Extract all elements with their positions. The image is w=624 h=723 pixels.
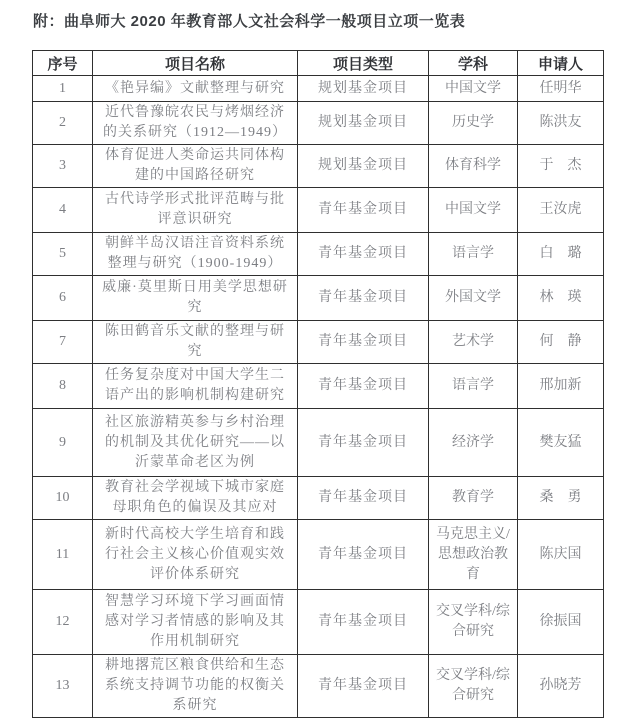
cell-applicant: 邢加新 — [518, 364, 604, 409]
cell-number: 3 — [33, 145, 93, 188]
cell-number: 10 — [33, 477, 93, 520]
cell-applicant: 任明华 — [518, 76, 604, 102]
cell-discipline: 交叉学科/综合研究 — [429, 655, 518, 718]
cell-project-type: 规划基金项目 — [298, 102, 429, 145]
cell-discipline: 马克思主义/思想政治教育 — [429, 520, 518, 590]
cell-applicant: 白 璐 — [518, 233, 604, 276]
cell-number: 7 — [33, 321, 93, 364]
table-row — [33, 233, 604, 276]
cell-project-name: 《艳异编》文献整理与研究 — [93, 76, 298, 102]
table-row — [33, 276, 604, 321]
table-row — [33, 321, 604, 364]
cell-project-type: 青年基金项目 — [298, 477, 429, 520]
cell-applicant: 何 静 — [518, 321, 604, 364]
cell-project-type: 青年基金项目 — [298, 276, 429, 321]
cell-discipline: 外国文学 — [429, 276, 518, 321]
cell-discipline: 体育科学 — [429, 145, 518, 188]
cell-project-type: 青年基金项目 — [298, 520, 429, 590]
cell-applicant: 樊友猛 — [518, 409, 604, 477]
cell-project-name: 智慧学习环境下学习画面情感对学习者情感的影响及其作用机制研究 — [93, 590, 298, 655]
cell-number: 11 — [33, 520, 93, 590]
cell-project-type: 规划基金项目 — [298, 145, 429, 188]
cell-applicant: 徐振国 — [518, 590, 604, 655]
cell-discipline: 教育学 — [429, 477, 518, 520]
cell-project-name: 体育促进人类命运共同体构建的中国路径研究 — [93, 145, 298, 188]
cell-project-type: 青年基金项目 — [298, 321, 429, 364]
cell-applicant: 林 瑛 — [518, 276, 604, 321]
table-row — [33, 520, 604, 590]
column-header-project-name: 项目名称 — [93, 51, 298, 76]
cell-project-name: 新时代高校大学生培育和践行社会主义核心价值观实效评价体系研究 — [93, 520, 298, 590]
cell-project-name: 社区旅游精英参与乡村治理的机制及其优化研究——以沂蒙革命老区为例 — [93, 409, 298, 477]
cell-applicant: 于 杰 — [518, 145, 604, 188]
cell-number: 9 — [33, 409, 93, 477]
cell-number: 4 — [33, 188, 93, 233]
cell-number: 12 — [33, 590, 93, 655]
cell-discipline: 经济学 — [429, 409, 518, 477]
column-header-applicant: 申请人 — [518, 51, 604, 76]
projects-table — [32, 50, 604, 718]
cell-number: 1 — [33, 76, 93, 102]
cell-project-type: 青年基金项目 — [298, 233, 429, 276]
table-row — [33, 76, 604, 102]
cell-number: 6 — [33, 276, 93, 321]
cell-number: 5 — [33, 233, 93, 276]
cell-project-type: 青年基金项目 — [298, 655, 429, 718]
cell-discipline: 艺术学 — [429, 321, 518, 364]
cell-project-type: 青年基金项目 — [298, 364, 429, 409]
column-header-project-type: 项目类型 — [298, 51, 429, 76]
cell-project-name: 朝鲜半岛汉语注音资料系统整理与研究（1900-1949） — [93, 233, 298, 276]
table-row — [33, 188, 604, 233]
cell-discipline: 历史学 — [429, 102, 518, 145]
cell-project-name: 近代鲁豫皖农民与烤烟经济的关系研究（1912—1949） — [93, 102, 298, 145]
cell-applicant: 桑 勇 — [518, 477, 604, 520]
cell-project-type: 青年基金项目 — [298, 188, 429, 233]
cell-project-name: 威廉·莫里斯日用美学思想研究 — [93, 276, 298, 321]
table-row — [33, 409, 604, 477]
cell-applicant: 陈洪友 — [518, 102, 604, 145]
cell-number: 13 — [33, 655, 93, 718]
table-header-row — [33, 51, 604, 76]
page-title: 附：曲阜师大 2020 年教育部人文社会科学一般项目立项一览表 — [33, 13, 466, 30]
cell-number: 8 — [33, 364, 93, 409]
cell-applicant: 王汝虎 — [518, 188, 604, 233]
cell-discipline: 中国文学 — [429, 76, 518, 102]
cell-project-type: 青年基金项目 — [298, 590, 429, 655]
cell-discipline: 语言学 — [429, 364, 518, 409]
table-row — [33, 590, 604, 655]
cell-applicant: 陈庆国 — [518, 520, 604, 590]
cell-project-type: 青年基金项目 — [298, 409, 429, 477]
cell-project-name: 古代诗学形式批评范畴与批评意识研究 — [93, 188, 298, 233]
column-header-discipline: 学科 — [429, 51, 518, 76]
cell-discipline: 交叉学科/综合研究 — [429, 590, 518, 655]
cell-applicant: 孙晓芳 — [518, 655, 604, 718]
cell-project-name: 耕地撂荒区粮食供给和生态系统支持调节功能的权衡关系研究 — [93, 655, 298, 718]
cell-project-name: 教育社会学视域下城市家庭母职角色的偏误及其应对 — [93, 477, 298, 520]
cell-discipline: 语言学 — [429, 233, 518, 276]
table-row — [33, 145, 604, 188]
cell-project-type: 规划基金项目 — [298, 76, 429, 102]
cell-number: 2 — [33, 102, 93, 145]
table-row — [33, 477, 604, 520]
table-row — [33, 364, 604, 409]
table-row — [33, 655, 604, 718]
cell-project-name: 任务复杂度对中国大学生二语产出的影响机制构建研究 — [93, 364, 298, 409]
cell-discipline: 中国文学 — [429, 188, 518, 233]
cell-project-name: 陈田鹤音乐文献的整理与研究 — [93, 321, 298, 364]
column-header-number: 序号 — [33, 51, 93, 76]
table-row — [33, 102, 604, 145]
